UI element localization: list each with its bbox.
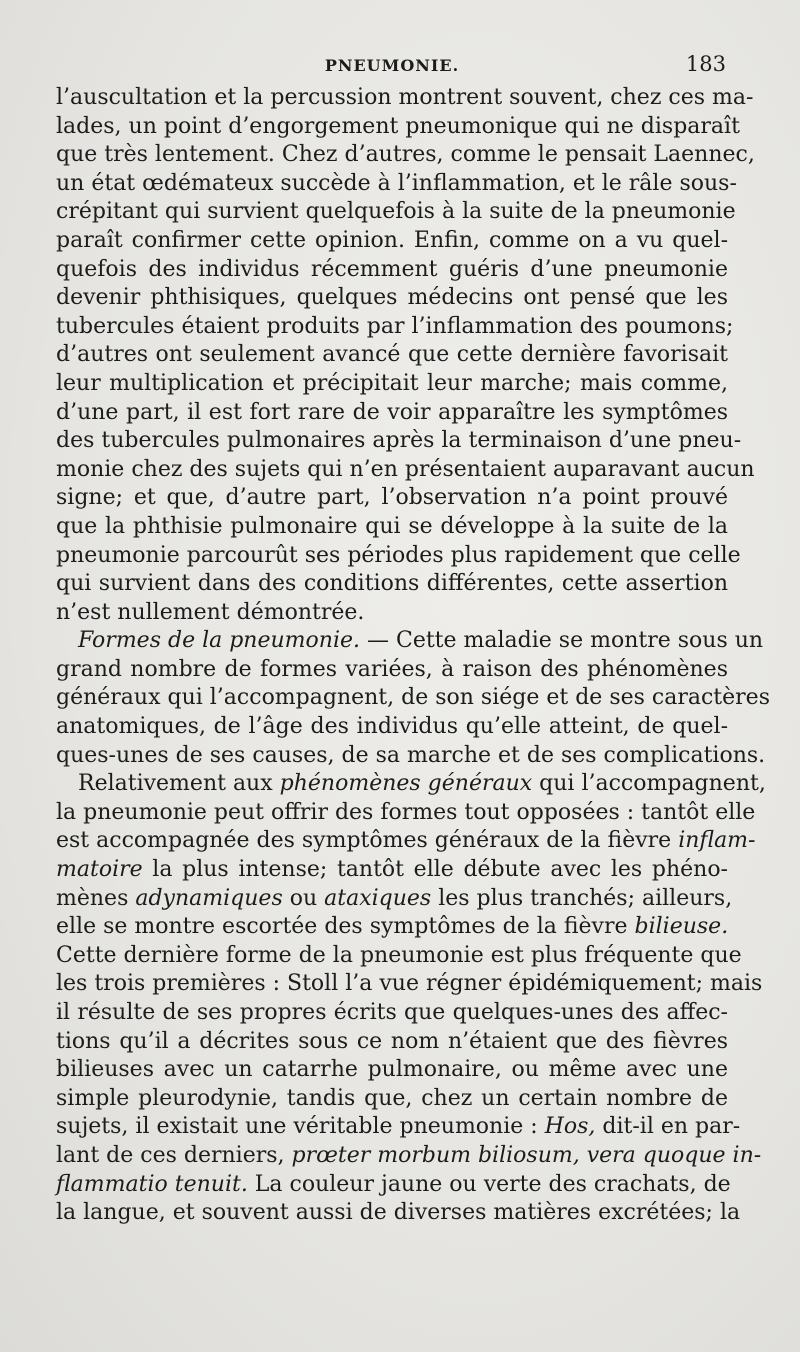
text-line [56, 484, 728, 513]
text-line [56, 427, 742, 456]
text-line [56, 170, 737, 199]
text-line [56, 599, 728, 628]
italic-text: ataxiques [324, 885, 432, 911]
text-line [56, 684, 770, 713]
text-run: simple pleurodynie, tandis que, chez un certain nombre de [56, 1085, 728, 1111]
text-run: dit-il en par- [595, 1114, 741, 1140]
italic-text: phénomènes généraux [279, 771, 533, 797]
text-run: généraux qui l’accompagnent, de son siége et de ses caractères [56, 685, 770, 711]
text-run: lades, un point d’engorgement pneumonique qui ne disparaît [56, 113, 740, 139]
paragraph [56, 627, 770, 770]
page-header [56, 50, 728, 84]
italic-text: Formes de la pneumonie. [78, 628, 360, 654]
text-line [56, 799, 756, 828]
body-text [56, 84, 770, 1228]
italic-text: inflam- [678, 828, 756, 854]
text-run: signe; et que, d’autre part, l’observation n’a point prouvé [56, 485, 728, 511]
text-run: qui survient dans des conditions différentes, cette assertion [56, 571, 728, 597]
text-run: lant de ces derniers, [56, 1142, 292, 1168]
text-line [56, 742, 766, 771]
text-line [56, 1028, 728, 1057]
text-run: est accompagnée des symptômes généraux de la fièvre [56, 828, 679, 854]
text-line [56, 456, 755, 485]
text-run: la pneumonie peut offrir des formes tout opposées : tantôt elle [56, 799, 756, 825]
italic-text: flammatio tenuit. [56, 1171, 248, 1197]
text-line [56, 113, 740, 142]
text-run: grand nombre de formes variées, à raison des phénomènes [56, 656, 728, 682]
text-run: un état œdémateux succède à l’inflammation, et le râle sous- [56, 170, 737, 196]
text-line [56, 227, 728, 256]
text-line [56, 341, 728, 370]
text-run: monie chez des sujets qui n’en présentaient auparavant aucun [56, 456, 755, 482]
text-run: des tubercules pulmonaires après la terminaison d’une pneu- [56, 428, 742, 454]
text-line [56, 656, 728, 685]
text-run: Relativement aux [78, 771, 280, 797]
text-run: n’est nullement démontrée. [56, 599, 365, 625]
text-run: pneumonie parcourût ses périodes plus rapidement que celle [56, 542, 741, 568]
text-line [56, 284, 728, 313]
text-line [56, 885, 733, 914]
text-line [56, 513, 728, 542]
italic-text: bilieuse. [634, 914, 729, 940]
running-head: PNEUMONIE. [324, 56, 460, 75]
text-line [56, 570, 728, 599]
text-line [56, 713, 728, 742]
text-line [56, 1199, 741, 1228]
text-line [56, 1056, 728, 1085]
text-run: que la phthisie pulmonaire qui se développe à la suite de la [56, 513, 728, 539]
text-line [56, 942, 742, 971]
text-line [56, 542, 741, 571]
text-line [56, 827, 756, 856]
text-run: ques-unes de ses causes, de sa marche et de ses complications. [56, 742, 766, 768]
text-run: d’une part, il est fort rare de voir apparaître les symptômes [56, 399, 728, 425]
text-run: sujets, il existait une véritable pneumonie : [56, 1114, 545, 1140]
text-line [56, 399, 728, 428]
text-run: l’auscultation et la percussion montrent souvent, chez ces ma- [56, 85, 754, 110]
text-run: les trois premières : Stoll l’a vue régner épidémiquement; mais [56, 971, 763, 997]
text-run: quefois des individus récemment guéris d’une pneumonie [56, 256, 728, 282]
paragraph [56, 84, 755, 627]
text-line [56, 627, 764, 656]
page-number: 183 [685, 52, 726, 76]
text-line [56, 198, 736, 227]
paragraph [56, 770, 766, 1228]
text-line [56, 141, 755, 170]
text-line [56, 1142, 762, 1171]
text-line [56, 770, 766, 799]
text-line [56, 256, 728, 285]
text-run: ou [282, 885, 325, 911]
text-run: il résulte de ses propres écrits que quelques-unes des affec- [56, 1000, 728, 1025]
text-line [56, 913, 728, 942]
text-run: leur multiplication et précipitait leur marche; mais comme, [56, 370, 728, 396]
italic-text: prœter morbum biliosum, vera quoque in- [291, 1142, 762, 1168]
text-run: la plus intense; tantôt elle débute avec les phéno- [142, 857, 728, 883]
text-line [56, 370, 728, 399]
text-run: mènes [56, 885, 136, 911]
text-line [56, 1085, 728, 1114]
text-run: les plus tranchés; ailleurs, [431, 885, 733, 911]
text-run: la langue, et souvent aussi de diverses matières excrétées; la [56, 1200, 741, 1226]
text-run: elle se montre escortée des symptômes de la fièvre [56, 914, 635, 940]
italic-text: Hos, [544, 1114, 596, 1140]
text-line [56, 1113, 741, 1142]
text-run: bilieuses avec un catarrhe pulmonaire, ou même avec une [56, 1057, 728, 1083]
text-run: tions qu’il a décrites sous ce nom n’étaient que des fièvres [56, 1028, 728, 1054]
text-run: qui l’accompagnent, [532, 771, 766, 797]
text-run: La couleur jaune ou verte des crachats, de [247, 1171, 731, 1197]
text-line [56, 970, 763, 999]
text-run: Cette dernière forme de la pneumonie est plus fréquente que [56, 942, 742, 968]
italic-text: adynamiques [135, 885, 283, 911]
text-line [56, 856, 728, 885]
text-run: d’autres ont seulement avancé que cette dernière favorisait [56, 342, 728, 368]
text-line [56, 313, 734, 342]
text-run: — Cette maladie se montre sous un [360, 628, 764, 654]
text-run: tubercules étaient produits par l’inflammation des poumons; [56, 313, 734, 339]
text-line [56, 1171, 731, 1200]
text-run: devenir phthisiques, quelques médecins ont pensé que les [56, 285, 728, 311]
text-run: anatomiques, de l’âge des individus qu’elle atteint, de quel- [56, 714, 728, 740]
italic-text: matoire [56, 857, 143, 883]
text-run: crépitant qui survient quelquefois à la suite de la pneumonie [56, 199, 736, 225]
text-line [56, 999, 728, 1028]
text-run: que très lentement. Chez d’autres, comme le pensait Laennec, [56, 142, 755, 168]
book-page [56, 50, 770, 1228]
text-run: paraît confirmer cette opinion. Enfin, comme on a vu quel- [56, 227, 728, 253]
text-line [56, 84, 754, 113]
